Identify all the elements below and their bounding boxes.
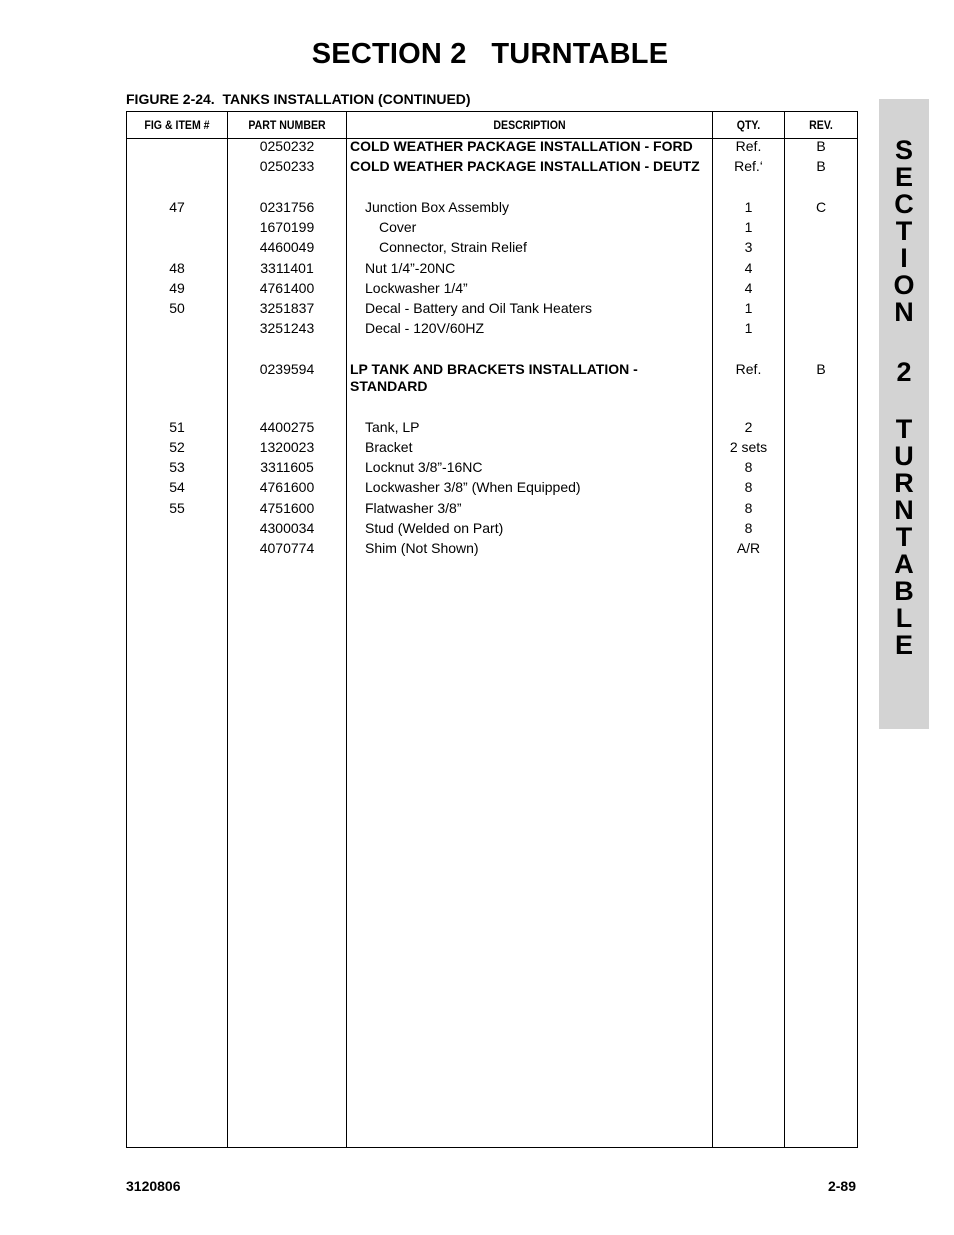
part-number-cell: 1320023 (259, 439, 315, 455)
side-tab-letter: 2 (896, 357, 912, 387)
qty-cell: 1 (744, 300, 753, 316)
part-number-cell: 0239594 (259, 361, 315, 377)
description-cell: Lockwasher 1/4” (365, 280, 468, 296)
description-cell: Bracket (365, 439, 413, 455)
description-cell: Junction Box Assembly (365, 199, 509, 215)
rev-cell: C (815, 199, 827, 215)
header-fig-item: FIG & ITEM # (144, 118, 210, 132)
side-tab-letter: R (894, 468, 914, 498)
part-number-cell: 0231756 (259, 199, 315, 215)
fig-item-cell: 49 (169, 280, 185, 296)
part-number-cell: 4400275 (259, 419, 315, 435)
fig-item-cell: 47 (169, 199, 185, 215)
part-number-cell: 3251837 (259, 300, 315, 316)
rev-cell: B (816, 361, 826, 377)
side-tab-letter: U (894, 441, 914, 471)
qty-cell: 1 (744, 199, 753, 215)
fig-item-cell: 48 (169, 260, 185, 276)
fig-item-cell: 52 (169, 439, 185, 455)
fig-item-cell: 53 (169, 459, 185, 475)
qty-cell: 4 (744, 280, 753, 296)
qty-cell: 4 (744, 260, 753, 276)
part-number-cell: 3311401 (260, 260, 314, 276)
side-tab-letter: T (895, 414, 913, 444)
qty-cell: Ref. (735, 361, 762, 377)
side-tab-letter: B (894, 576, 914, 606)
description-cell: COLD WEATHER PACKAGE INSTALLATION - DEUTZ (350, 158, 700, 174)
side-tab-letter: O (893, 270, 915, 300)
part-number-cell: 3311605 (260, 459, 314, 475)
section-side-tab (879, 99, 929, 729)
qty-cell: 8 (744, 500, 753, 516)
part-number-cell: 4460049 (259, 239, 315, 255)
side-tab-letter: E (894, 630, 913, 660)
table-row (127, 361, 857, 395)
description-cell: Shim (Not Shown) (365, 540, 479, 556)
description-cell: Nut 1/4”-20NC (365, 260, 456, 276)
description-cell: Connector, Strain Relief (379, 239, 527, 255)
fig-item-cell: 54 (169, 479, 185, 495)
qty-cell: A/R (736, 540, 761, 556)
description-cell: Lockwasher 3/8” (When Equipped) (365, 479, 581, 495)
column-divider (346, 112, 347, 1147)
qty-cell: Ref. (735, 138, 762, 154)
description-cell: Stud (Welded on Part) (365, 520, 504, 536)
header-rev: REV. (809, 118, 833, 132)
description-cell: Tank, LP (365, 419, 420, 435)
page-title: SECTION 2 TURNTABLE (311, 38, 669, 70)
description-cell: Decal - 120V/60HZ (365, 320, 485, 336)
side-tab-letter: N (894, 495, 914, 525)
fig-item-cell: 51 (169, 419, 185, 435)
description-cell: Locknut 3/8”-16NC (365, 459, 483, 475)
qty-cell: 2 (744, 419, 753, 435)
part-number-cell: 4761400 (259, 280, 315, 296)
rev-cell: B (816, 138, 826, 154)
side-tab-letter: E (894, 162, 913, 192)
description-line: LP TANK AND BRACKETS INSTALLATION - (350, 361, 638, 377)
document-number: 3120806 (126, 1178, 181, 1194)
qty-cell: 1 (744, 320, 753, 336)
fig-item-cell: 55 (169, 500, 185, 516)
part-number-cell: 4751600 (259, 500, 315, 516)
header-part-number: PART NUMBER (248, 118, 326, 132)
side-tab-letter: L (895, 603, 913, 633)
side-tab-letter: C (894, 189, 914, 219)
side-tab-letter: T (895, 522, 913, 552)
side-tab-letter: S (894, 135, 913, 165)
description-line: STANDARD (350, 378, 428, 394)
side-tab-letter: A (894, 549, 914, 579)
part-number-cell: 0250233 (259, 158, 315, 174)
side-tab-letter: T (895, 216, 913, 246)
part-number-cell: 0250232 (259, 138, 315, 154)
part-number-cell: 4300034 (259, 520, 315, 536)
qty-cell: Ref.‘ (734, 158, 763, 174)
qty-cell: 8 (744, 459, 753, 475)
part-number-cell: 3251243 (259, 320, 315, 336)
qty-cell: 8 (744, 520, 753, 536)
header-qty: QTY. (736, 118, 761, 132)
description-cell: COLD WEATHER PACKAGE INSTALLATION - FORD (350, 138, 693, 154)
column-divider (784, 112, 785, 1147)
fig-item-cell: 50 (169, 300, 185, 316)
page-number: 2-89 (827, 1178, 856, 1194)
side-tab-letter: I (900, 243, 908, 273)
figure-title: FIGURE 2-24. TANKS INSTALLATION (CONTINUED) (126, 91, 471, 107)
description-cell (350, 361, 712, 395)
rev-cell: B (816, 158, 826, 174)
part-number-cell: 4070774 (259, 540, 315, 556)
header-description: DESCRIPTION (493, 118, 566, 132)
qty-cell: 2 sets (729, 439, 768, 455)
side-tab-letter: N (894, 297, 914, 327)
part-number-cell: 1670199 (259, 219, 315, 235)
qty-cell: 1 (744, 219, 753, 235)
parts-table (126, 111, 858, 1148)
qty-cell: 3 (744, 239, 753, 255)
part-number-cell: 4761600 (259, 479, 315, 495)
description-cell: Decal - Battery and Oil Tank Heaters (365, 300, 592, 316)
description-cell: Flatwasher 3/8” (365, 500, 462, 516)
description-cell: Cover (379, 219, 417, 235)
qty-cell: 8 (744, 479, 753, 495)
